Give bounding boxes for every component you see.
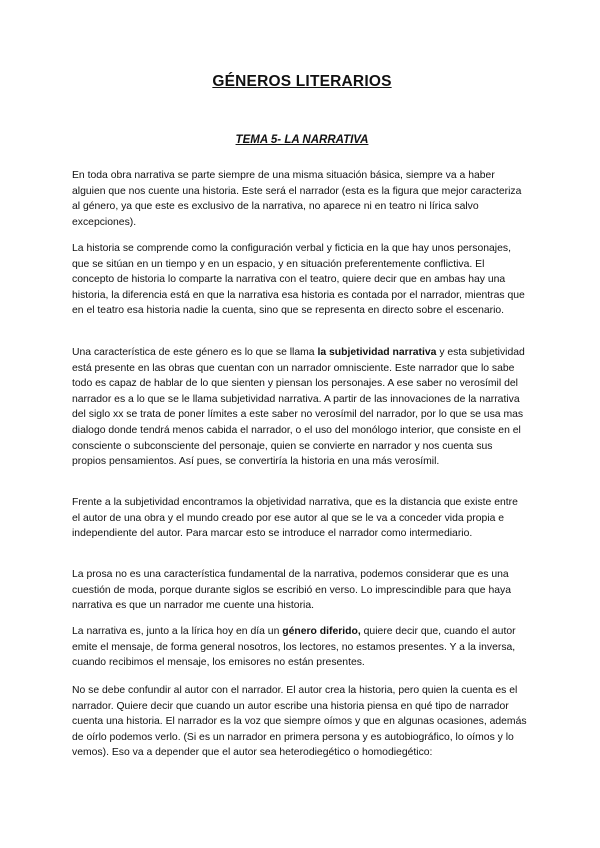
paragraph-subjetividad	[72, 345, 528, 470]
paragraph-text: Una característica de este género es lo que se llama	[72, 347, 318, 358]
paragraph-objetividad: Frente a la subjetividad encontramos la objetividad narrativa, que es la distancia que existe entre el autor de una obra y el mundo creado por ese autor al que se le va a conceder vida propia e independiente del autor. Para marcar esto se introduce el narrador como intermediario.	[72, 497, 518, 540]
paragraph-prosa: La prosa no es una característica fundamental de la narrativa, podemos considerar que es una cuestión de moda, porque durante siglos se escribió en verso. Lo imprescindible para que haya narrativa es que un narrador me cuente una historia.	[72, 569, 511, 612]
paragraph-text: y esta subjetividad está presente en las obras que cuentan con un narrador omnisciente. Este narrador que lo sabe todo es capaz de hablar de lo que sienten y piensan los personajes. A ese saber no verosímil del narrador es a lo que se le llama subjetividad narrativa. A partir de las innovaciones de la narrativa del siglo xx se trata de poner límites a este saber no verosímil del narrador, por lo que se usa mas dialogo donde tendrá menos cabida el narrador, o el uso del monólogo interior, que consiste en el consciente o subconsciente del personaje, quien se convierte en narrador y nos cuenta sus propios pensamientos. Así pues, se convertiría la historia en una más verosímil.	[72, 347, 525, 468]
document-subtitle: TEMA 5- LA NARRATIVA	[235, 134, 369, 146]
paragraph-text: quiere decir que, cuando el autor emite el mensaje, de forma general nosotros, los lectores, no estamos presentes. Y a la inversa, cuando recibimos el mensaje, los emisores no están presentes.	[72, 626, 516, 669]
paragraph-autor-narrador: No se debe confundir al autor con el narrador. El autor crea la historia, pero quien la cuenta es el narrador. Quiere decir que cuando un autor escribe una historia piensa en qué tipo de narrador cuenta una historia. El narrador es la voz que siempre oímos y que en algunas ocasiones, además de oírlo podemos verlo. (Si es un narrador en primera persona y es autobiográfico, lo oímos y lo vemos). Eso va a depender que el autor sea heterodiegético o homodiegético:	[72, 685, 527, 759]
paragraph-historia: La historia se comprende como la configuración verbal y ficticia en la que hay unos personajes, que se sitúan en un tiempo y en un espacio, y en situación preferentemente conflictiva. El concepto de historia lo comparte la narrativa con el teatro, quiere decir que en ambas hay una historia, la diferencia está en que la narrativa esa historia es contada por el narrador, mientras que en el teatro esa historia nadie la cuenta, sino que se representa en directo sobre el escenario.	[72, 243, 525, 317]
bold-term-genero-diferido: género diferido,	[282, 626, 361, 637]
paragraph-genero-diferido	[72, 624, 528, 671]
bold-term-subjetividad: la subjetividad narrativa	[317, 347, 437, 358]
paragraph-text: La narrativa es, junto a la lírica hoy en día un	[72, 626, 283, 637]
document-title: GÉNEROS LITERARIOS	[212, 73, 392, 90]
paragraph-narrador: En toda obra narrativa se parte siempre de una misma situación básica, siempre va a haber alguien que nos cuente una historia. Este será el narrador (esta es la figura que mejor caracteriza al género, ya que este es exclusivo de la narrativa, no aparece ni en teatro ni lírica salvo excepciones).	[72, 170, 522, 228]
